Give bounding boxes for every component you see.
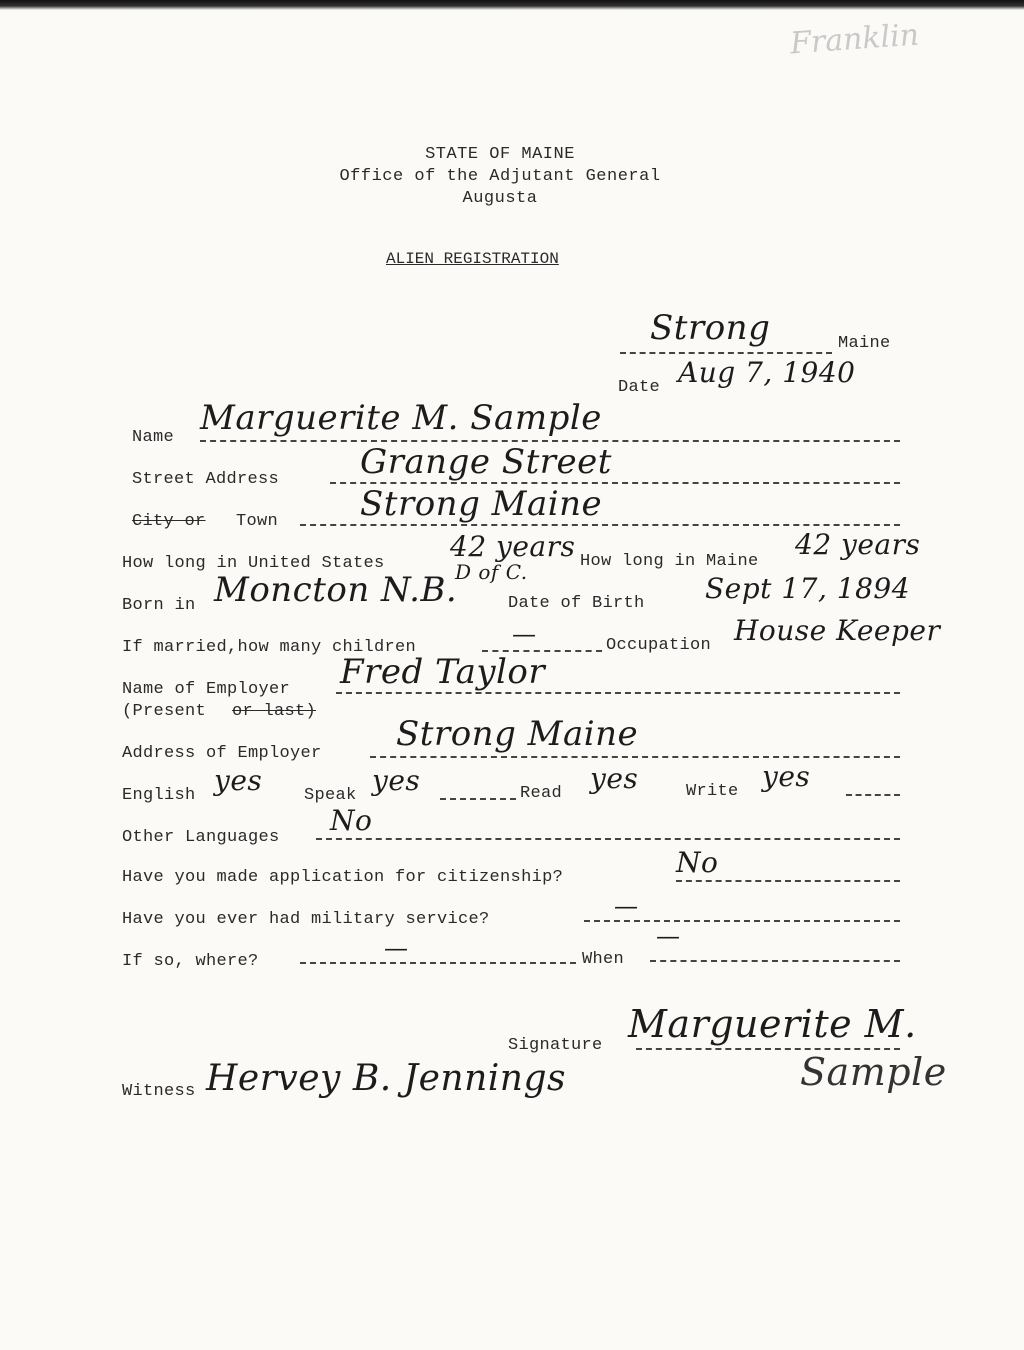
read-value: yes bbox=[590, 762, 639, 795]
dob-value: Sept 17, 1894 bbox=[705, 572, 911, 605]
other-lang-line bbox=[316, 838, 900, 840]
english-label: English bbox=[122, 786, 196, 805]
us-value: 42 years bbox=[450, 530, 576, 563]
born-note: D of C. bbox=[455, 560, 528, 584]
citizenship-label: Have you made application for citizenship? bbox=[122, 868, 564, 887]
children-value: — bbox=[512, 620, 537, 648]
town-line bbox=[620, 352, 832, 354]
write-line bbox=[846, 794, 900, 796]
state-label: Maine bbox=[838, 334, 891, 353]
street-label: Street Address bbox=[132, 470, 280, 489]
other-lang-label: Other Languages bbox=[122, 828, 280, 847]
where-label: If so, where? bbox=[122, 952, 259, 971]
city-or-label: City or bbox=[132, 512, 206, 531]
employer-address-value: Strong Maine bbox=[396, 714, 639, 754]
military-label: Have you ever had military service? bbox=[122, 910, 490, 929]
read-label: Read bbox=[520, 784, 563, 803]
scan-edge bbox=[0, 0, 1024, 10]
employer-address-line bbox=[370, 756, 900, 758]
speak-line bbox=[440, 798, 516, 800]
write-value: yes bbox=[762, 760, 811, 793]
dob-label: Date of Birth bbox=[508, 594, 645, 613]
header-city: Augusta bbox=[462, 189, 538, 208]
when-value: — bbox=[656, 922, 681, 950]
born-label: Born in bbox=[122, 596, 196, 615]
employer-label: Name of Employer bbox=[122, 680, 291, 699]
present-label: (Present bbox=[122, 702, 207, 721]
when-line bbox=[650, 960, 900, 962]
maine-label: How long in Maine bbox=[580, 552, 759, 571]
write-label: Write bbox=[686, 782, 739, 801]
signature-label: Signature bbox=[508, 1036, 603, 1055]
citizenship-value: No bbox=[676, 846, 719, 879]
city-line bbox=[300, 524, 900, 526]
speak-value: yes bbox=[372, 764, 421, 797]
date-value: Aug 7, 1940 bbox=[678, 356, 856, 389]
name-label: Name bbox=[132, 428, 175, 447]
form-title: ALIEN REGISTRATION bbox=[386, 250, 559, 268]
english-value: yes bbox=[214, 764, 263, 797]
or-last-label: or last) bbox=[232, 702, 317, 721]
other-lang-value: No bbox=[330, 804, 373, 837]
children-label: If married,how many children bbox=[122, 638, 417, 657]
born-value: Moncton N.B. bbox=[214, 570, 458, 610]
employer-value: Fred Taylor bbox=[340, 652, 546, 692]
town-value: Strong bbox=[650, 308, 771, 348]
header-state: STATE OF MAINE bbox=[425, 145, 575, 164]
city-value: Strong Maine bbox=[360, 484, 603, 524]
witness-label: Witness bbox=[122, 1082, 196, 1101]
where-value: — bbox=[384, 934, 409, 962]
witness-value: Hervey B. Jennings bbox=[206, 1058, 566, 1099]
employer-address-label: Address of Employer bbox=[122, 744, 322, 763]
where-line bbox=[300, 962, 576, 964]
speak-label: Speak bbox=[304, 786, 357, 805]
military-value: — bbox=[614, 892, 639, 920]
street-value: Grange Street bbox=[360, 442, 612, 482]
when-label: When bbox=[582, 950, 625, 969]
maine-value: 42 years bbox=[795, 528, 921, 561]
us-label: How long in United States bbox=[122, 554, 385, 573]
occupation-label: Occupation bbox=[606, 636, 712, 655]
corner-note: Franklin bbox=[788, 17, 921, 62]
header-office: Office of the Adjutant General bbox=[339, 167, 661, 186]
date-label: Date bbox=[618, 378, 661, 397]
name-value: Marguerite M. Sample bbox=[200, 398, 602, 438]
military-line bbox=[584, 920, 900, 922]
employer-line bbox=[336, 692, 900, 694]
signature-surname: Sample bbox=[800, 1050, 947, 1094]
citizenship-line bbox=[676, 880, 900, 882]
town-label: Town bbox=[236, 512, 279, 531]
signature-value: Marguerite M. bbox=[628, 1002, 917, 1046]
occupation-value: House Keeper bbox=[734, 614, 941, 647]
